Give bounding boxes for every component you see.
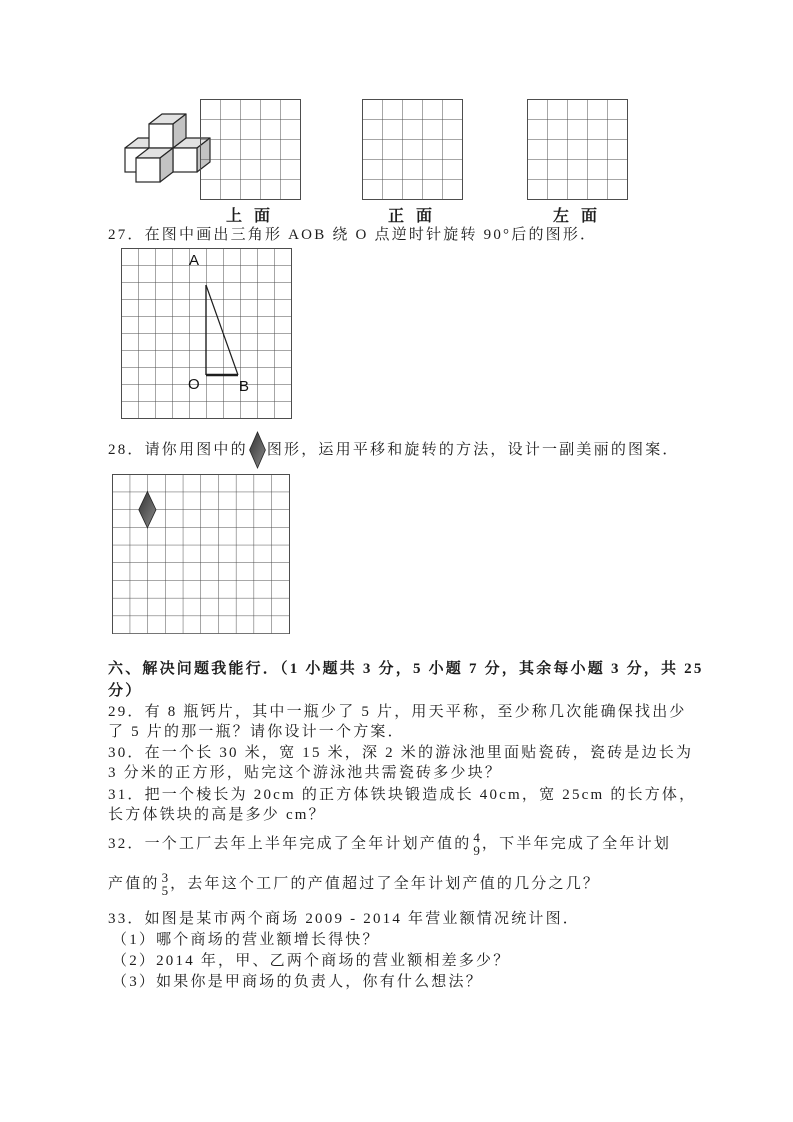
q31-line2: 长方体铁块的高是多少 cm？ <box>108 807 326 823</box>
q32-line2 <box>108 866 600 902</box>
q32-line1-prefix: 32．一个工厂去年上半年完成了全年计划产值的 <box>108 836 472 852</box>
fraction-denominator: 5 <box>161 883 169 898</box>
q29-line2: 了 5 片的那一瓶？请你设计一个方案． <box>108 724 405 740</box>
grid-front-view <box>362 99 463 200</box>
grid-top-view <box>200 99 301 200</box>
q30-line2: 3 分米的正方形，贴完这个游泳池共需瓷砖多少块？ <box>108 765 503 781</box>
q33-sub1: （1）哪个商场的营业额增长得快？ <box>112 932 380 948</box>
vertex-label-a: A <box>189 252 200 269</box>
section6-heading-line2: 分） <box>108 683 143 699</box>
fraction-4-9 <box>471 831 482 857</box>
q29-line1: 29．有 8 瓶钙片，其中一瓶少了 5 片，用天平称，至少称几次能确保找出少 <box>108 704 687 720</box>
fraction-3-5 <box>160 871 171 897</box>
fraction-numerator: 3 <box>161 870 169 885</box>
grid-left-view <box>527 99 628 200</box>
diamond-shape-icon <box>249 431 266 469</box>
q32-line2-suffix: ，去年这个工厂的产值超过了全年计划产值的几分之几？ <box>170 876 601 892</box>
q27-text: 27．在图中画出三角形 AOB 绕 O 点逆时针旋转 90°后的图形． <box>108 227 598 243</box>
q33-sub2: （2）2014 年，甲、乙两个商场的营业额相差多少？ <box>112 953 511 969</box>
q28-line <box>108 430 680 470</box>
section6-heading-line1: 六、解决问题我能行．（1 小题共 3 分，5 小题 7 分，其余每小题 3 分，共 25 <box>108 661 704 677</box>
q32-line2-prefix: 产值的 <box>108 876 160 892</box>
fraction-denominator: 9 <box>473 843 480 858</box>
vertex-label-o: O <box>188 376 200 393</box>
q28-text-prefix: 28．请你用图中的 <box>108 442 248 458</box>
q31-line1: 31．把一个棱长为 20cm 的正方体铁块锻造成长 40cm，宽 25cm 的长方体， <box>108 787 697 803</box>
q33-sub3: （3）如果你是甲商场的负责人，你有什么想法？ <box>112 974 483 990</box>
cube-stack-figure <box>112 104 212 184</box>
vertex-label-b: B <box>239 378 250 395</box>
left-view-label: 左 面 <box>552 208 601 225</box>
front-view-label: 正 面 <box>387 208 436 225</box>
q30-line1: 30．在一个长 30 米，宽 15 米，深 2 米的游泳池里面贴瓷砖，瓷砖是边长为 <box>108 745 694 761</box>
grid-q27 <box>121 248 292 419</box>
q32-line1 <box>108 826 671 862</box>
top-view-label: 上 面 <box>225 208 274 225</box>
grid-q28 <box>112 474 290 634</box>
fraction-numerator: 4 <box>473 830 480 845</box>
q32-line1-suffix: ，下半年完成了全年计划 <box>481 836 672 852</box>
q33-line1: 33．如图是某市两个商场 2009 - 2014 年营业额情况统计图． <box>108 911 580 927</box>
q28-text-suffix: 图形，运用平移和旋转的方法，设计一副美丽的图案． <box>266 442 680 458</box>
